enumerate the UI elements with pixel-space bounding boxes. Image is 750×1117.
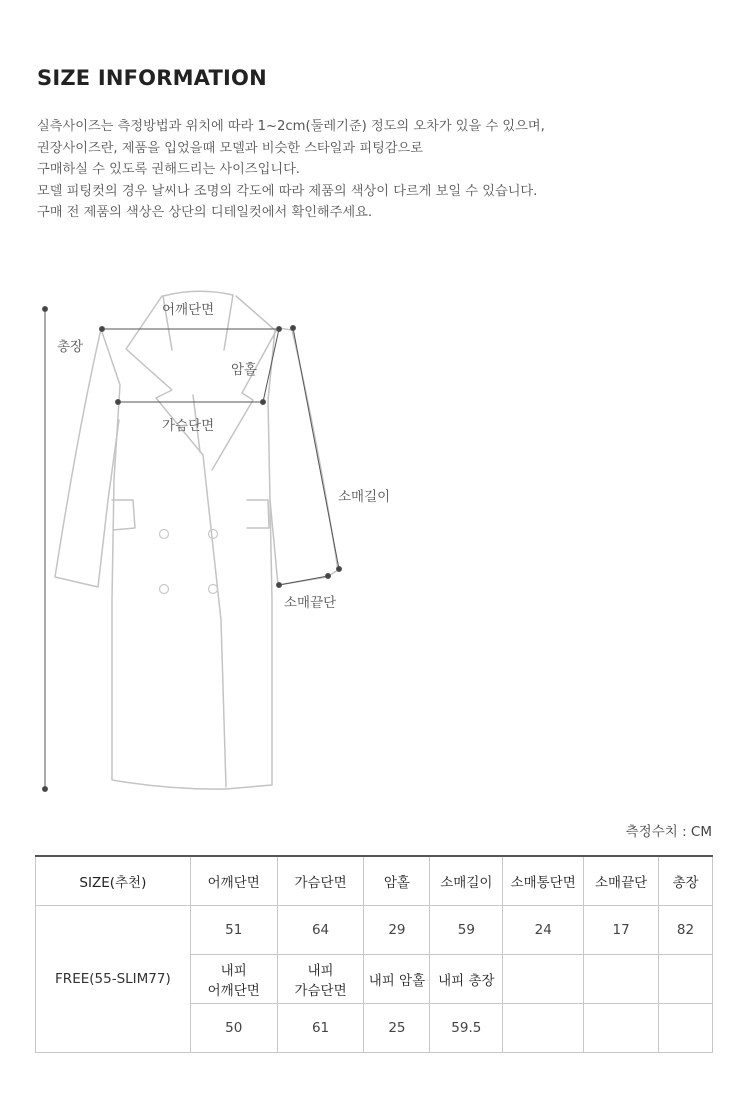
note-line: 권장사이즈란, 제품을 입었을때 모델과 비슷한 스타일과 피팅감으로	[37, 140, 424, 156]
header-cell: 소매끝단	[584, 856, 659, 906]
label-sleeve-length: 소매길이	[338, 489, 391, 505]
table-cell: 24	[503, 906, 584, 955]
note-line: 구매하실 수 있도록 권해드리는 사이즈입니다.	[37, 162, 301, 177]
lining-label-cell	[190, 955, 277, 1004]
header-cell: 소매통단면	[503, 856, 584, 906]
header-cell: 어깨단면	[190, 856, 277, 906]
header-cell: SIZE(추천)	[36, 856, 191, 906]
table-cell: 29	[364, 906, 430, 955]
table-cell: 59.5	[430, 1004, 503, 1053]
empty-cell	[503, 955, 584, 1004]
note-line: 실측사이즈는 측정방법과 위치에 따라 1~2cm(둘레기준) 정도의 오차가 있을 수 있으며,	[37, 119, 545, 134]
header-cell: 암홀	[364, 856, 430, 906]
coat-measurement-diagram	[0, 280, 750, 810]
size-name-cell: FREE(55-SLIM77)	[36, 906, 191, 1053]
table-cell: 50	[190, 1004, 277, 1053]
table-row	[36, 906, 713, 955]
empty-cell	[659, 955, 713, 1004]
cell-line: 가슴단면	[294, 983, 347, 999]
label-chest: 가슴단면	[162, 418, 215, 434]
size-table	[35, 855, 713, 1053]
note-line: 구매 전 제품의 색상은 상단의 디테일컷에서 확인해주세요.	[37, 205, 373, 220]
header-cell: 가슴단면	[277, 856, 364, 906]
button-icons	[160, 530, 218, 594]
empty-cell	[584, 955, 659, 1004]
table-cell: 25	[364, 1004, 430, 1053]
table-cell: 61	[277, 1004, 364, 1053]
size-notes	[37, 116, 545, 224]
lining-label-cell: 내피 암홀	[364, 955, 430, 1004]
cell-line: 내피	[307, 963, 334, 979]
label-sleeve-end: 소매끝단	[284, 595, 337, 611]
lining-label-cell: 내피 총장	[430, 955, 503, 1004]
cell-line: 어깨단면	[207, 983, 260, 999]
header-cell: 소매길이	[430, 856, 503, 906]
label-armhole: 암홀	[231, 362, 258, 378]
unit-label: 측정수치 : CM	[625, 824, 712, 840]
empty-cell	[659, 1004, 713, 1053]
page-title: SIZE INFORMATION	[37, 66, 267, 90]
empty-cell	[503, 1004, 584, 1053]
header-cell: 총장	[659, 856, 713, 906]
lining-label-cell	[277, 955, 364, 1004]
table-cell: 17	[584, 906, 659, 955]
table-header-row	[36, 856, 713, 906]
table-cell: 64	[277, 906, 364, 955]
table-cell: 51	[190, 906, 277, 955]
note-line: 모델 피팅컷의 경우 날씨나 조명의 각도에 따라 제품의 색상이 다르게 보일 수 있습니다.	[37, 183, 538, 199]
table-cell: 82	[659, 906, 713, 955]
empty-cell	[584, 1004, 659, 1053]
label-length: 총장	[57, 339, 84, 355]
table-cell: 59	[430, 906, 503, 955]
cell-line: 내피	[220, 963, 247, 979]
label-shoulder: 어깨단면	[162, 302, 215, 318]
coat-illustration	[0, 280, 750, 810]
